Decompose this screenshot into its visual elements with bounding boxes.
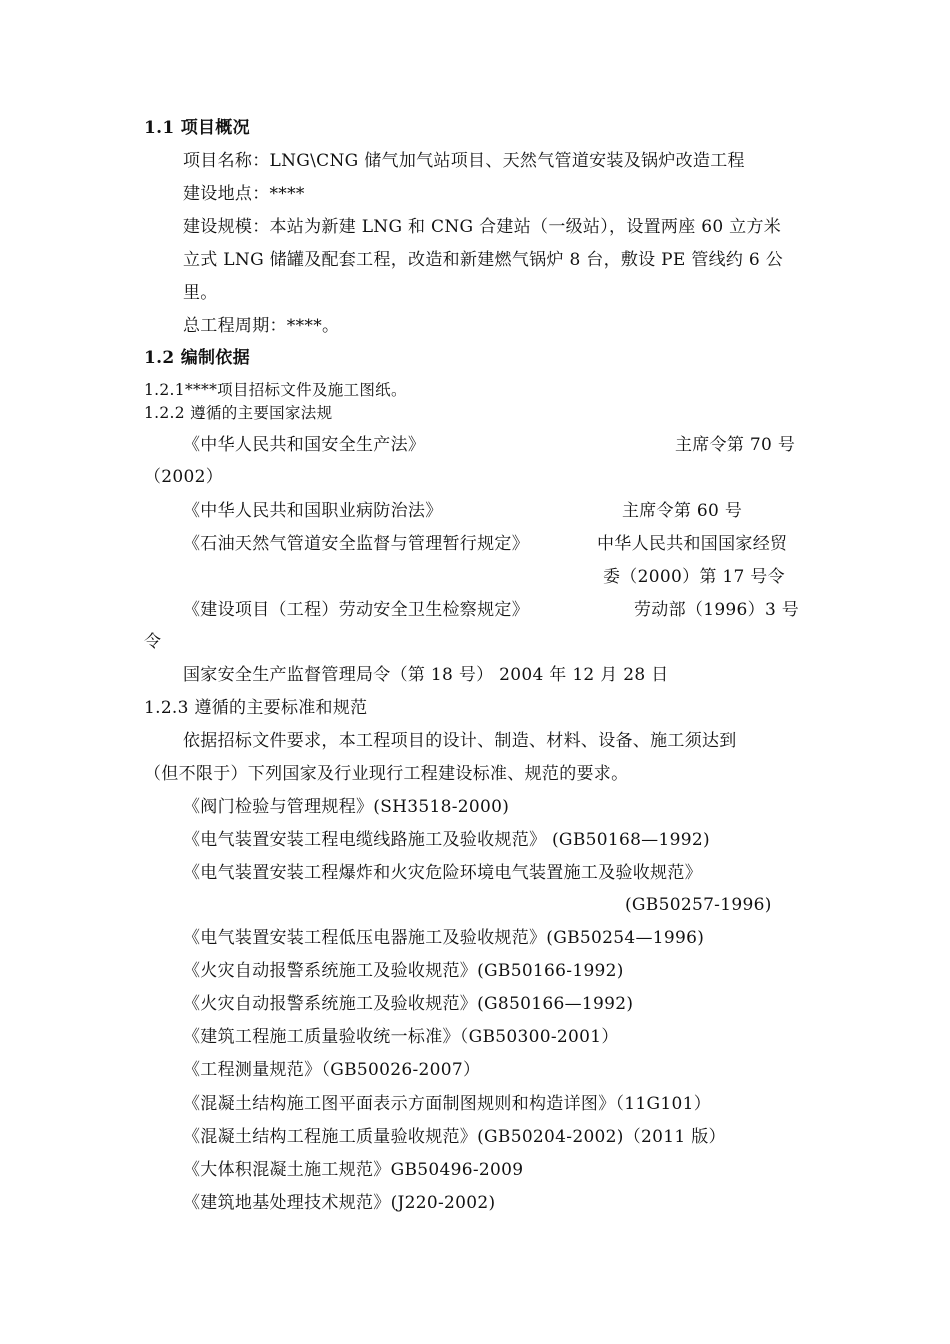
standard-item: 《电气装置安装工程电缆线路施工及验收规范》 (GB50168—1992) xyxy=(183,830,710,850)
project-scale-line-3: 里。 xyxy=(183,283,218,303)
subsection-1-2-1: 1.2.1****项目招标文件及施工图纸。 xyxy=(144,381,407,399)
law-ref: 劳动部（1996）3 号 xyxy=(634,600,800,620)
subsection-1-2-2: 1.2.2 遵循的主要国家法规 xyxy=(144,404,333,422)
project-scale-line-1: 建设规模：本站为新建 LNG 和 CNG 合建站（一级站），设置两座 60 立方米 xyxy=(183,217,782,237)
law-ref-continued: 委（2000）第 17 号令 xyxy=(603,567,785,587)
standard-item: 《火灾自动报警系统施工及验收规范》(G850166—1992) xyxy=(183,994,634,1014)
standard-item: 《工程测量规范》（GB50026-2007） xyxy=(183,1060,481,1080)
project-scale-line-2: 立式 LNG 储罐及配套工程，改造和新建燃气锅炉 8 台，敷设 PE 管线约 6 公 xyxy=(183,250,784,270)
standard-item: 《混凝土结构工程施工质量验收规范》(GB50204-2002)（2011 版） xyxy=(183,1127,726,1147)
project-location: 建设地点：**** xyxy=(183,184,305,204)
section-heading-1-2: 1.2 编制依据 xyxy=(144,348,250,368)
standard-item: 《火灾自动报警系统施工及验收规范》(GB50166-1992) xyxy=(183,961,624,981)
law-ref: 主席令第 70 号 xyxy=(675,435,796,455)
subsection-1-2-3: 1.2.3 遵循的主要标准和规范 xyxy=(144,698,368,718)
standards-intro-line-1: 依据招标文件要求，本工程项目的设计、制造、材料、设备、施工须达到 xyxy=(183,731,737,751)
law-title: 《中华人民共和国安全生产法》 xyxy=(183,435,426,455)
law-ref: 主席令第 60 号 xyxy=(622,501,743,521)
law-title: 《中华人民共和国职业病防治法》 xyxy=(183,501,443,521)
standard-item: 《建筑工程施工质量验收统一标准》（GB50300-2001） xyxy=(183,1027,619,1047)
standard-item: 《阀门检验与管理规程》(SH3518-2000) xyxy=(183,797,510,817)
law-ref-continued: （2002） xyxy=(144,467,224,487)
project-name: 项目名称：LNG\CNG 储气加气站项目、天然气管道安装及锅炉改造工程 xyxy=(183,151,745,171)
law-title: 国家安全生产监督管理局令（第 18 号） 2004 年 12 月 28 日 xyxy=(183,665,669,685)
standard-item: 《电气装置安装工程爆炸和火灾危险环境电气装置施工及验收规范》 xyxy=(183,863,702,883)
law-title: 《建设项目（工程）劳动安全卫生检察规定》 xyxy=(183,600,529,620)
standard-item: 《大体积混凝土施工规范》GB50496-2009 xyxy=(183,1160,524,1180)
section-heading-1-1: 1.1 项目概况 xyxy=(144,118,250,138)
standards-intro-line-2: （但不限于）下列国家及行业现行工程建设标准、规范的要求。 xyxy=(144,764,629,784)
standard-item-code: (GB50257-1996) xyxy=(625,895,772,915)
law-title: 《石油天然气管道安全监督与管理暂行规定》 xyxy=(183,534,529,554)
standard-item: 《建筑地基处理技术规范》(J220-2002) xyxy=(183,1193,496,1213)
standard-item: 《电气装置安装工程低压电器施工及验收规范》(GB50254—1996) xyxy=(183,928,705,948)
project-period: 总工程周期：****。 xyxy=(183,316,340,336)
law-ref-continued: 令 xyxy=(144,632,162,652)
law-ref: 中华人民共和国国家经贸 xyxy=(597,534,788,554)
standard-item: 《混凝土结构施工图平面表示方面制图规则和构造详图》（11G101） xyxy=(183,1094,712,1114)
